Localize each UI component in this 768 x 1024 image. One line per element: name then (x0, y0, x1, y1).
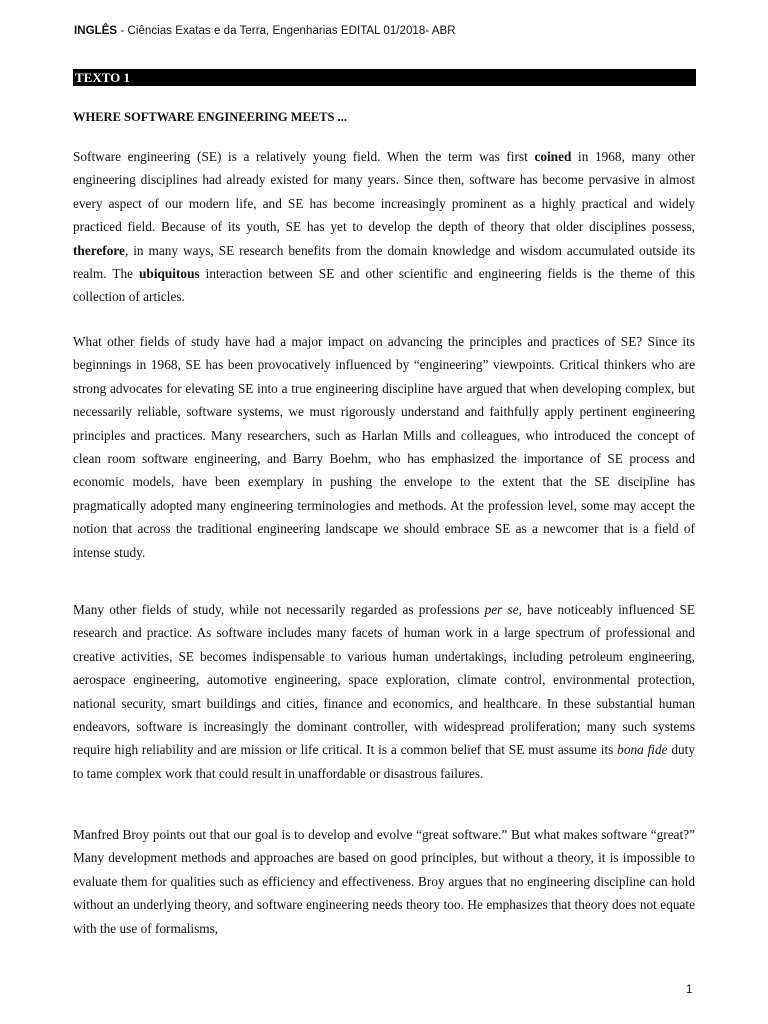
p1-text-3: , in many ways, SE research benefits from the domain knowledge and wisdom accumulated outside its realm. The (73, 242, 695, 282)
p3-italic-bona-fide: bona fide (617, 742, 668, 758)
p1-text-4: interaction between SE and other scientific and engineering fields is the theme of this collection of articles. (73, 266, 695, 305)
paragraph-3 (73, 598, 695, 785)
p1-bold-therefore: therefore (73, 242, 125, 258)
p3-italic-per-se: per se (484, 602, 519, 617)
header-details: - Ciências Exatas e da Terra, Engenharias EDITAL 01/2018- ABR (117, 25, 456, 37)
page-header (74, 25, 456, 37)
p1-bold-coined: coined (534, 149, 572, 164)
p1-text-2: in 1968, many other engineering disciplines had already existed for many years. Since then, software has become pervasive in almost every aspect of our modern life, and SE has become increasingly prominent as a highly practical and widely practiced field. Because of its youth, SE has yet to develop the depth of theory that older disciplines possess, (73, 149, 696, 235)
paragraph-1 (73, 145, 695, 309)
p1-text-1: Software engineering (SE) is a relatively young field. When the term was first (73, 149, 535, 164)
p1-bold-ubiquitous: ubiquitous (139, 266, 200, 282)
p3-text-1: Many other fields of study, while not necessarily regarded as professions (73, 602, 485, 617)
paragraph-2: What other fields of study have had a major impact on advancing the principles and practices of SE? Since its beginnings in 1968, SE has been provocatively influenced by “engineering” viewpoints. Critical thinkers who are strong advocates for elevating SE into a true engineering discipline have argued that when developing complex, but necessarily reliable, software systems, we must rigorously understand and faithfully apply pertinent engineering principles and practices. Many researchers, such as Harlan Mills and colleagues, who introduced the concept of clean room software engineering, and Barry Boehm, who has emphasized the importance of SE process and economic models, have been exemplary in pushing the envelope to the extent that the SE discipline has pragmatically adopted many engineering terminologies and methods. At the profession level, some may accept the notion that across the traditional engineering landscape we should embrace SE as a newcomer that is a field of intense study. (73, 334, 695, 560)
p3-text-2: , have noticeably influenced SE research and practice. As software includes many facets of human work in a large spectrum of professional and creative activities, SE becomes indispensable to various human undertakings, including petroleum engineering, aerospace engineering, automotive engineering, space exploration, climate control, environmental protection, national security, smart buildings and cities, finance and economics, and healthcare. In these substantial human endeavors, software is increasingly the dominant controller, with widespread proliferation; many such systems require high reliability and are mission or life critical. It is a common belief that SE must assume its (73, 602, 695, 758)
section-label-bar: TEXTO 1 (73, 69, 696, 86)
paragraph-4: Manfred Broy points out that our goal is to develop and evolve “great software.” But what makes software “great?” Many development methods and approaches are based on good principles, but without a theory, it is impossible to evaluate them for qualities such as efficiency and effectiveness. Broy argues that no engineering discipline can hold without an underlying theory, and software engineering needs theory too. He emphasizes that theory does not equate with the use of formalisms, (73, 827, 695, 936)
p3-text-3: duty to tame complex work that could result in unaffordable or disastrous failures. (73, 742, 695, 781)
article-title: WHERE SOFTWARE ENGINEERING MEETS ... (73, 110, 348, 124)
header-course: INGLÊS (74, 25, 118, 37)
page-number: 1 (686, 984, 693, 996)
